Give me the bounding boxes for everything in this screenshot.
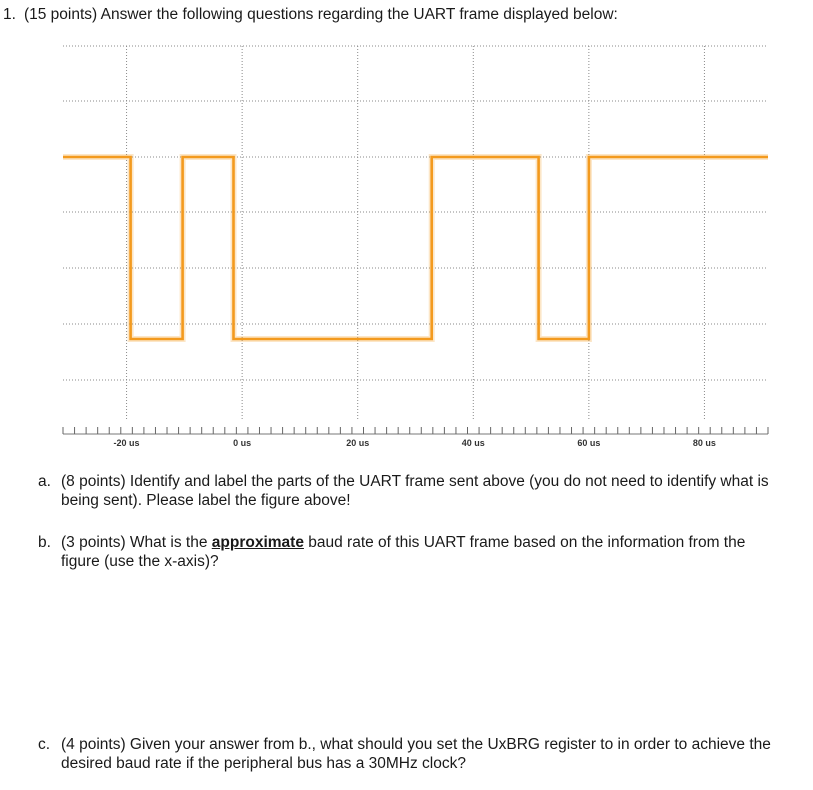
part-a-label: a. <box>38 473 51 490</box>
part-c-label: c. <box>38 736 51 753</box>
x-tick-label: 60 us <box>577 438 601 448</box>
part-a-text: (8 points) Identify and label the parts of the UART frame sent above (you do not need to identify what is being sent). Please label the figure above! <box>61 473 769 509</box>
question-number: 1. <box>3 6 16 23</box>
x-tick-label: 0 us <box>233 438 252 448</box>
x-tick-label: 40 us <box>461 438 485 448</box>
x-tick-label: -20 us <box>113 438 140 448</box>
part-c <box>38 735 778 773</box>
signal-trace <box>63 157 768 339</box>
question-text: (15 points) Answer the following questions regarding the UART frame displayed below: <box>23 6 618 23</box>
part-b-label: b. <box>38 534 51 551</box>
part-b-text <box>61 533 778 571</box>
part-b-post: baud rate of this UART frame based on the information from the figure (use the x-axis)? <box>61 534 746 570</box>
part-a <box>38 472 778 510</box>
signal-glow <box>63 157 768 339</box>
x-tick-label: 20 us <box>346 438 370 448</box>
signal-group <box>63 157 768 339</box>
part-b <box>38 533 778 571</box>
part-c-text: (4 points) Given your answer from b., what should you set the UxBRG register to in order to achieve the desired baud rate if the peripheral bus has a 30MHz clock? <box>61 736 771 772</box>
part-b-emphasis: approximate <box>211 534 304 551</box>
x-axis <box>63 427 768 448</box>
part-b-pre: (3 points) What is the <box>61 534 212 551</box>
chart-grid <box>63 46 768 420</box>
x-tick-label: 80 us <box>692 438 716 448</box>
